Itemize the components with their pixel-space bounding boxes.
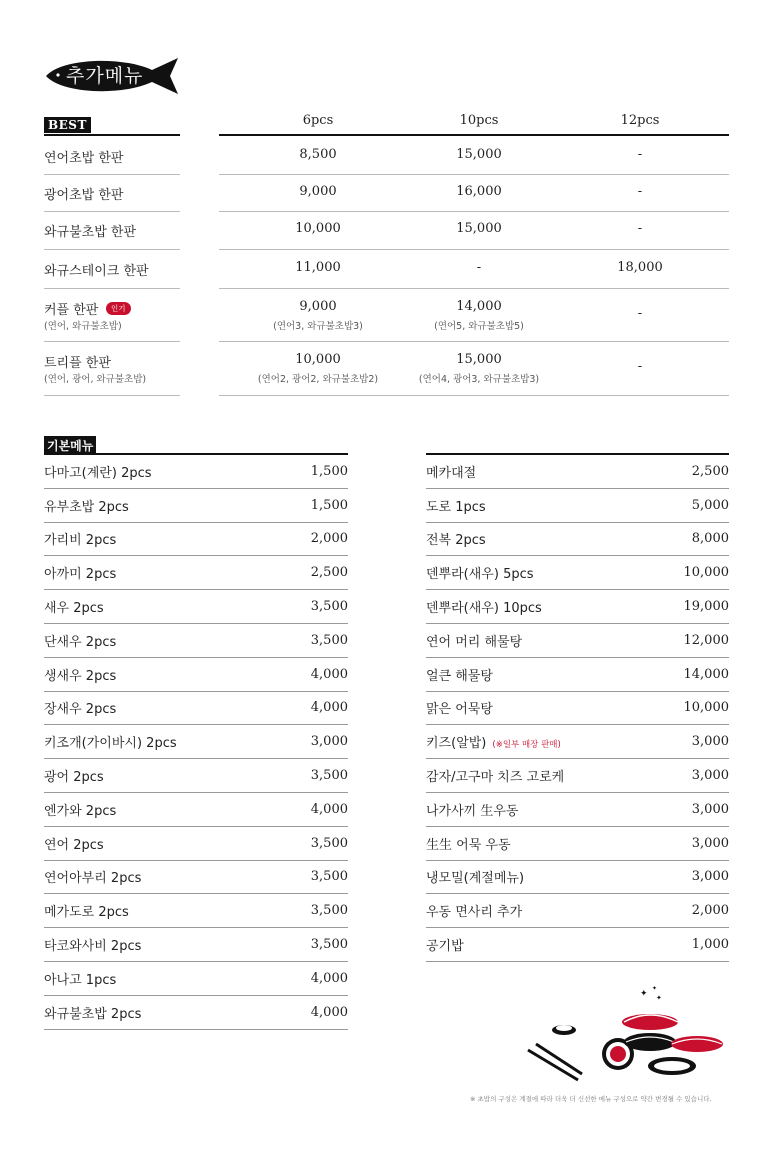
best-price-v6: 9,000 — [299, 299, 337, 314]
menu-item-name: 전복 2pcs — [426, 533, 486, 549]
menu-item-name: 키조개(가이바시) 2pcs — [44, 736, 177, 752]
best-price-v6: 10,000 — [295, 221, 341, 236]
menu-item-name: 연어아부리 2pcs — [44, 871, 142, 887]
best-price-v6: 10,000 — [295, 352, 341, 367]
svg-text:✦: ✦ — [640, 989, 648, 999]
menu-item-name: 키즈(알밥) — [426, 736, 487, 752]
sushi-illustration — [522, 982, 732, 1082]
menu-item-price: 10,000 — [683, 565, 729, 581]
menu-item-price: 3,500 — [310, 768, 348, 784]
best-price-v6: 11,000 — [295, 259, 341, 275]
menu-item — [44, 489, 348, 523]
menu-item — [44, 523, 348, 557]
menu-item — [44, 725, 348, 759]
menu-item-name: 냉모밀(계절메뉴) — [426, 871, 525, 887]
menu-item-name: 단새우 2pcs — [44, 634, 117, 650]
menu-item-price: 3,500 — [310, 599, 348, 615]
menu-item-price: 2,500 — [691, 463, 729, 479]
menu-item-name: 연어 2pcs — [44, 837, 104, 853]
menu-item-price: 19,000 — [683, 599, 729, 615]
best-price-v12: - — [637, 305, 643, 321]
menu-item-price: 4,000 — [310, 666, 348, 682]
best-price-sub: (연어4, 광어3, 와규불초밥3) — [418, 374, 540, 385]
best-row-sub: (연어, 와규불초밥) — [44, 321, 122, 332]
menu-item-name: 유부초밥 2pcs — [44, 499, 129, 515]
best-price-v12: - — [637, 146, 643, 162]
menu-item-name: 가리비 2pcs — [44, 533, 117, 549]
best-row-name: 커플 한판 — [44, 303, 99, 318]
menu-item — [44, 759, 348, 793]
svg-text:✦: ✦ — [652, 985, 658, 992]
menu-item — [426, 489, 729, 523]
best-price-v6: 9,000 — [299, 183, 337, 199]
menu-item-name: 생새우 2pcs — [44, 668, 117, 684]
row-divider — [219, 174, 729, 175]
best-price-v10: - — [476, 259, 482, 275]
menu-item — [426, 861, 729, 895]
menu-item-price: 3,000 — [691, 835, 729, 851]
best-price-v10: 16,000 — [456, 183, 502, 199]
best-price-sub: (연어5, 와규불초밥5) — [434, 321, 524, 332]
page-title: 추가메뉴 — [66, 65, 144, 87]
menu-item — [426, 725, 729, 759]
menu-item — [44, 556, 348, 590]
best-price-v10: 15,000 — [456, 221, 502, 236]
row-divider — [44, 174, 180, 175]
best-price-sub: (연어3, 와규불초밥3) — [273, 321, 363, 332]
menu-item-name: 연어 머리 해물탕 — [426, 634, 523, 650]
menu-item-price: 5,000 — [691, 497, 729, 513]
best-price-sub: (연어2, 광어2, 와규불초밥2) — [257, 374, 379, 385]
menu-item-price: 2,000 — [310, 531, 348, 547]
menu-item-name: 엔가와 2pcs — [44, 803, 117, 819]
menu-item — [426, 894, 729, 928]
menu-item — [426, 928, 729, 962]
best-tag-rule — [44, 134, 180, 136]
best-price-v6: 8,500 — [299, 146, 337, 162]
best-row-sub: (연어, 광어, 와규불초밥) — [44, 374, 147, 385]
menu-item — [44, 928, 348, 962]
menu-item-name: 타코와사비 2pcs — [44, 939, 142, 955]
menu-item-price: 3,000 — [691, 734, 729, 750]
menu-item-name: 광어 2pcs — [44, 770, 104, 786]
row-divider — [44, 288, 180, 289]
menu-item-price: 3,000 — [310, 734, 348, 750]
menu-item — [44, 455, 348, 489]
menu-item-name: 메카대절 — [426, 465, 477, 481]
menu-item-name: 와규불초밥 2pcs — [44, 1006, 142, 1022]
best-price-v10: 15,000 — [456, 352, 502, 367]
menu-item — [426, 692, 729, 726]
menu-item — [426, 455, 729, 489]
menu-item-name: 도로 1pcs — [426, 499, 486, 515]
menu-item-name: 덴뿌라(새우) 10pcs — [426, 601, 542, 617]
menu-item-name: 우동 면사리 추가 — [426, 905, 523, 921]
menu-item-price: 4,000 — [310, 700, 348, 716]
menu-item-price: 2,000 — [691, 903, 729, 919]
row-divider — [44, 341, 180, 342]
best-header-rule — [219, 134, 729, 136]
menu-item — [426, 523, 729, 557]
best-price-v12: - — [637, 359, 643, 374]
best-price-v12: 18,000 — [617, 259, 663, 275]
menu-item-name: 감자/고구마 치즈 고로케 — [426, 770, 565, 786]
menu-item-name: 아나고 1pcs — [44, 972, 117, 988]
row-divider — [219, 341, 729, 342]
row-divider — [219, 288, 729, 289]
menu-item-price: 3,500 — [310, 937, 348, 953]
col-12pcs: 12pcs — [620, 113, 660, 128]
menu-item — [44, 962, 348, 996]
best-price-v12: - — [637, 183, 643, 199]
menu-item — [44, 996, 348, 1030]
best-row-name: 트리플 한판 — [44, 356, 111, 371]
menu-item-price: 3,500 — [310, 869, 348, 885]
menu-item-name: 맑은 어묵탕 — [426, 702, 493, 718]
menu-item — [426, 624, 729, 658]
menu-item-price: 3,000 — [691, 768, 729, 784]
footnote: ※ 초밥의 구성은 계절에 따라 더욱 더 신선한 메뉴 구성으로 약간 변경될 수 있습니다. — [470, 1095, 712, 1103]
menu-item-price: 8,000 — [691, 531, 729, 547]
menu-item-price: 3,500 — [310, 903, 348, 919]
svg-text:✦: ✦ — [656, 994, 662, 1002]
menu-item-price: 3,000 — [691, 801, 729, 817]
menu-item-name: 메가도로 2pcs — [44, 905, 129, 921]
menu-item-name: 덴뿌라(새우) 5pcs — [426, 567, 534, 583]
menu-item — [426, 759, 729, 793]
menu-item-price: 1,500 — [310, 463, 348, 479]
popular-badge: 인기 — [106, 302, 131, 315]
menu-item-price: 12,000 — [683, 632, 729, 648]
col-10pcs: 10pcs — [459, 113, 499, 128]
menu-item-price: 1,500 — [310, 497, 348, 513]
best-row-name: 광어초밥 한판 — [44, 187, 124, 203]
best-row-name: 연어초밥 한판 — [44, 150, 124, 166]
menu-item-name: 얼큰 해물탕 — [426, 668, 493, 684]
menu-item — [426, 827, 729, 861]
menu-item-price: 2,500 — [310, 565, 348, 581]
best-tag: BEST — [44, 117, 91, 133]
row-divider — [44, 249, 180, 250]
menu-item-price: 4,000 — [310, 801, 348, 817]
menu-item-price: 1,000 — [691, 937, 729, 953]
best-price-v10: 14,000 — [456, 299, 502, 314]
best-price-v12: - — [637, 221, 643, 236]
menu-item — [426, 793, 729, 827]
row-divider — [219, 249, 729, 250]
best-price-v10: 15,000 — [456, 146, 502, 162]
row-divider — [219, 211, 729, 212]
menu-item — [44, 793, 348, 827]
best-row-name: 와규스테이크 한판 — [44, 263, 149, 279]
menu-item-price: 3,500 — [310, 632, 348, 648]
menu-item — [44, 658, 348, 692]
col-6pcs: 6pcs — [302, 113, 334, 128]
menu-item-price: 3,500 — [310, 835, 348, 851]
basic-menu-left — [44, 455, 348, 1030]
menu-item — [44, 827, 348, 861]
row-divider — [44, 395, 180, 396]
menu-item-name: 장새우 2pcs — [44, 702, 117, 718]
menu-item-name: 새우 2pcs — [44, 601, 104, 617]
menu-item — [44, 861, 348, 895]
menu-item-name: 나가사끼 生우동 — [426, 803, 519, 819]
row-divider — [219, 395, 729, 396]
menu-item-price: 10,000 — [683, 700, 729, 716]
menu-item-name: 다마고(계란) 2pcs — [44, 465, 152, 481]
menu-item — [44, 692, 348, 726]
menu-item-name: 生生 어묵 우동 — [426, 837, 511, 853]
menu-item-price: 4,000 — [310, 970, 348, 986]
menu-item — [426, 556, 729, 590]
menu-item-price: 3,000 — [691, 869, 729, 885]
menu-item-price: 4,000 — [310, 1004, 348, 1020]
best-row-name: 와규불초밥 한판 — [44, 225, 137, 240]
menu-item — [44, 590, 348, 624]
menu-item-note: (※일부 매장 판매) — [492, 740, 561, 751]
menu-item — [426, 590, 729, 624]
menu-item-name: 공기밥 — [426, 939, 464, 955]
menu-item — [426, 658, 729, 692]
basic-tag: 기본메뉴 — [44, 436, 96, 455]
menu-item — [44, 624, 348, 658]
menu-item-price: 14,000 — [683, 666, 729, 682]
menu-item — [44, 894, 348, 928]
row-divider — [44, 211, 180, 212]
menu-item-name: 아까미 2pcs — [44, 567, 117, 583]
basic-menu-right — [426, 455, 729, 962]
